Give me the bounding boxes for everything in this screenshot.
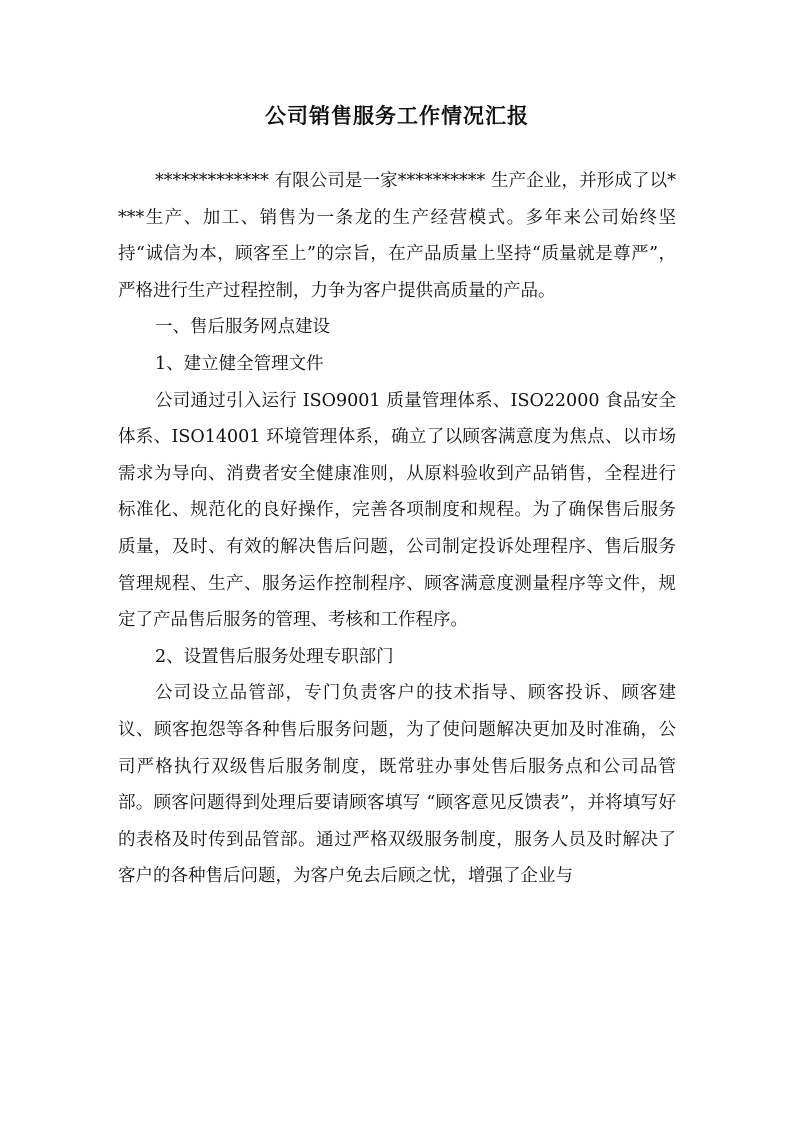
subheading-management-documents: 1、建立健全管理文件 — [155, 353, 324, 374]
paragraph-management-system: 公司通过引入运行 ISO9001 质量管理体系、ISO22000 食品安全体系、ISO14001 环境管理体系，确立了以顾客满意度为焦点、以市场需求为导向、消费者安全健康准则，从原料验收到产品销售，全程进行标准化、规范化的良好操作，完善各项制度和规程。为了确保售后服务质量，及时、有效的解决售后问题，公司制定投诉处理程序、售后服务管理规程、生产、服务运作控制程序、顾客满意度测量程序等文件，规定了产品售后服务的管理、考核和工作程序。 — [118, 390, 676, 631]
document-title: 公司销售服务工作情况汇报 — [265, 103, 529, 128]
section-heading-service-network: 一、售后服务网点建设 — [155, 317, 330, 338]
subheading-service-department: 2、设置售后服务处理专职部门 — [155, 646, 394, 667]
paragraph-quality-department: 公司设立品管部，专门负责客户的技术指导、顾客投诉、顾客建议、顾客抱怨等各种售后服务问题，为了使问题解决更加及时准确，公司严格执行双级售后服务制度，既常驻办事处售后服务点和公司品管部。顾客问题得到处理后要请顾客填写 “顾客意见反馈表”，并将填写好的表格及时传到品管部。通过严格双级服务制度，服务人员及时解决了客户的各种售后问题，为客户免去后顾之忧，增强了企业与 — [118, 683, 676, 887]
paragraph-intro: ************* 有限公司是一家********** 生产企业，并形成了以****生产、加工、销售为一条龙的生产经营模式。多年来公司始终坚持“诚信为本，顾客至上”的宗旨，在产品质量上坚持“质量就是尊严”，严格进行生产过程控制，力争为客户提供高质量的产品。 — [118, 171, 676, 301]
document-body — [118, 163, 676, 895]
